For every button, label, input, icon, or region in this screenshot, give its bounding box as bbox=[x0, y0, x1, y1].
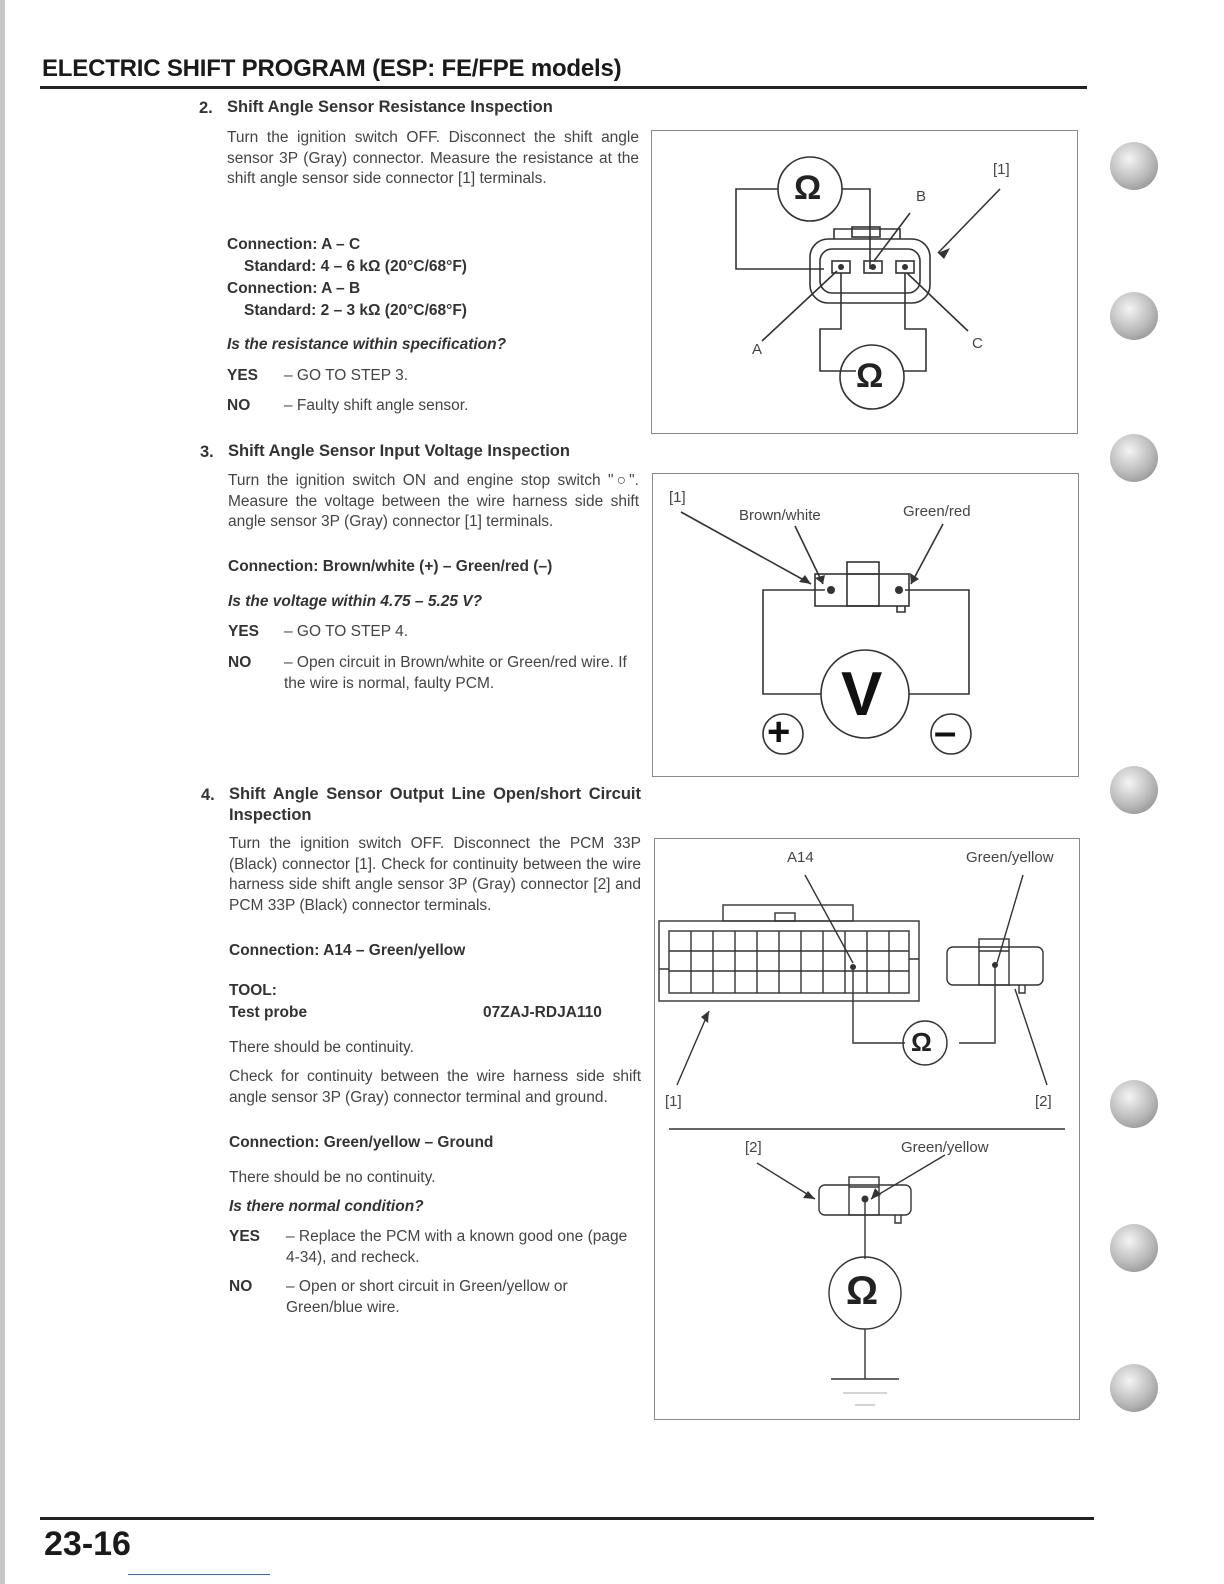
index-tab-4 bbox=[1110, 766, 1158, 814]
step2-no-text: – Faulty shift angle sensor. bbox=[284, 397, 469, 414]
step2-connection-2: Connection: A – B bbox=[227, 280, 361, 297]
step2-terminal-c-label: C bbox=[972, 335, 983, 352]
step2-standard-2: Standard: 2 – 3 kΩ (20°C/68°F) bbox=[244, 302, 467, 319]
step3-no-label: NO bbox=[228, 654, 252, 671]
step4-tool-name: Test probe bbox=[229, 1004, 308, 1021]
step3-yes-label: YES bbox=[228, 623, 260, 640]
step4-title: Shift Angle Sensor Output Line Open/short Circuit Inspection bbox=[229, 785, 641, 824]
step2-ohm-lower-symbol: Ω bbox=[856, 357, 884, 395]
index-tab-1 bbox=[1110, 142, 1158, 190]
step4-paragraph-2: Check for continuity between the wire harness side shift angle sensor 3P (Gray) connector terminal and ground. bbox=[229, 1068, 641, 1106]
step3-question: Is the voltage within 4.75 – 5.25 V? bbox=[228, 593, 483, 610]
index-tab-3 bbox=[1110, 434, 1158, 482]
step3-brown-white-label: Brown/white bbox=[739, 507, 821, 524]
index-tab-2 bbox=[1110, 292, 1158, 340]
step4-result-1: There should be continuity. bbox=[229, 1039, 414, 1056]
step3-plus-symbol: + bbox=[767, 710, 791, 754]
step4-tool-heading: TOOL: bbox=[229, 982, 277, 999]
page-left-edge bbox=[0, 0, 5, 1584]
step2-question: Is the resistance within specification? bbox=[227, 336, 507, 353]
index-tab-7 bbox=[1110, 1364, 1158, 1412]
step4-question: Is there normal condition? bbox=[229, 1198, 424, 1215]
step4-ohm-upper-symbol: Ω bbox=[911, 1027, 932, 1057]
header-rule bbox=[40, 86, 1087, 89]
step2-yes-text: – GO TO STEP 3. bbox=[284, 367, 409, 384]
step4-tool-number: 07ZAJ-RDJA110 bbox=[483, 1004, 602, 1021]
step4-no-text: – Open or short circuit in Green/yellow or Green/blue wire. bbox=[286, 1278, 568, 1316]
step3-figure bbox=[652, 473, 1079, 777]
step2-yes-label: YES bbox=[227, 367, 259, 384]
step3-figure-ref-1: [1] bbox=[669, 489, 686, 506]
footer-link-underline bbox=[128, 1574, 270, 1575]
step2-terminal-b-label: B bbox=[916, 188, 927, 205]
step2-connection-1: Connection: A – C bbox=[227, 236, 361, 253]
step3-green-red-label: Green/red bbox=[903, 503, 971, 520]
footer-rule bbox=[40, 1517, 1094, 1520]
step2-title: Shift Angle Sensor Resistance Inspection bbox=[227, 98, 553, 116]
step4-number: 4. bbox=[201, 786, 215, 804]
step4-figure bbox=[654, 838, 1080, 1420]
step3-title: Shift Angle Sensor Input Voltage Inspection bbox=[228, 442, 570, 460]
index-tab-6 bbox=[1110, 1224, 1158, 1272]
step2-terminal-a-label: A bbox=[752, 341, 763, 358]
step2-number: 2. bbox=[199, 99, 213, 117]
step4-ref-2-label: [2] bbox=[1035, 1093, 1052, 1110]
step4-figure-drawing bbox=[655, 839, 1079, 1419]
step4-green-yellow-label: Green/yellow bbox=[966, 849, 1054, 866]
step3-voltmeter-symbol: V bbox=[841, 660, 883, 729]
step4-paragraph-1: Turn the ignition switch OFF. Disconnect the PCM 33P (Black) connector [1]. Check for continuity between the wire harness side shift angle sensor 3P (Gray) connector [2] and PCM 33P (Black) connector terminals. bbox=[229, 835, 641, 914]
step2-figure bbox=[651, 130, 1078, 434]
step2-ohm-upper-symbol: Ω bbox=[794, 169, 822, 207]
step4-no-label: NO bbox=[229, 1278, 253, 1295]
page-number: 23-16 bbox=[44, 1525, 131, 1563]
step3-connection: Connection: Brown/white (+) – Green/red (–) bbox=[228, 558, 553, 575]
step4-ohm-lower-symbol: Ω bbox=[846, 1269, 879, 1313]
step2-paragraph: Turn the ignition switch OFF. Disconnect the shift angle sensor 3P (Gray) connector. Measure the resistance at the shift angle sensor side connector [1] terminals. bbox=[227, 129, 639, 187]
page-title: ELECTRIC SHIFT PROGRAM (ESP: FE/FPE models) bbox=[42, 55, 622, 82]
step4-ref-1-label: [1] bbox=[665, 1093, 682, 1110]
step3-no-text: – Open circuit in Brown/white or Green/red wire. If the wire is normal, faulty PCM. bbox=[284, 654, 627, 692]
index-tab-5 bbox=[1110, 1080, 1158, 1128]
step3-yes-text: – GO TO STEP 4. bbox=[284, 623, 409, 640]
step3-number: 3. bbox=[200, 443, 214, 461]
step3-figure-drawing bbox=[653, 474, 1078, 776]
step4-lower-green-yellow-label: Green/yellow bbox=[901, 1139, 989, 1156]
step4-yes-label: YES bbox=[229, 1228, 261, 1245]
step4-lower-ref-2-label: [2] bbox=[745, 1139, 762, 1156]
step4-connection-1: Connection: A14 – Green/yellow bbox=[229, 942, 466, 959]
step3-minus-symbol: – bbox=[934, 710, 957, 754]
step4-connection-2: Connection: Green/yellow – Ground bbox=[229, 1134, 494, 1151]
step4-a14-label: A14 bbox=[787, 849, 814, 866]
step3-paragraph: Turn the ignition switch ON and engine stop switch "○". Measure the voltage between the wire harness side shift angle sensor 3P (Gray) connector [1] terminals. bbox=[228, 472, 639, 530]
step4-result-2: There should be no continuity. bbox=[229, 1169, 436, 1186]
step2-standard-1: Standard: 4 – 6 kΩ (20°C/68°F) bbox=[244, 258, 467, 275]
step2-figure-ref-1: [1] bbox=[993, 161, 1010, 178]
step4-yes-text: – Replace the PCM with a known good one (page 4-34), and recheck. bbox=[286, 1228, 628, 1266]
step2-no-label: NO bbox=[227, 397, 251, 414]
